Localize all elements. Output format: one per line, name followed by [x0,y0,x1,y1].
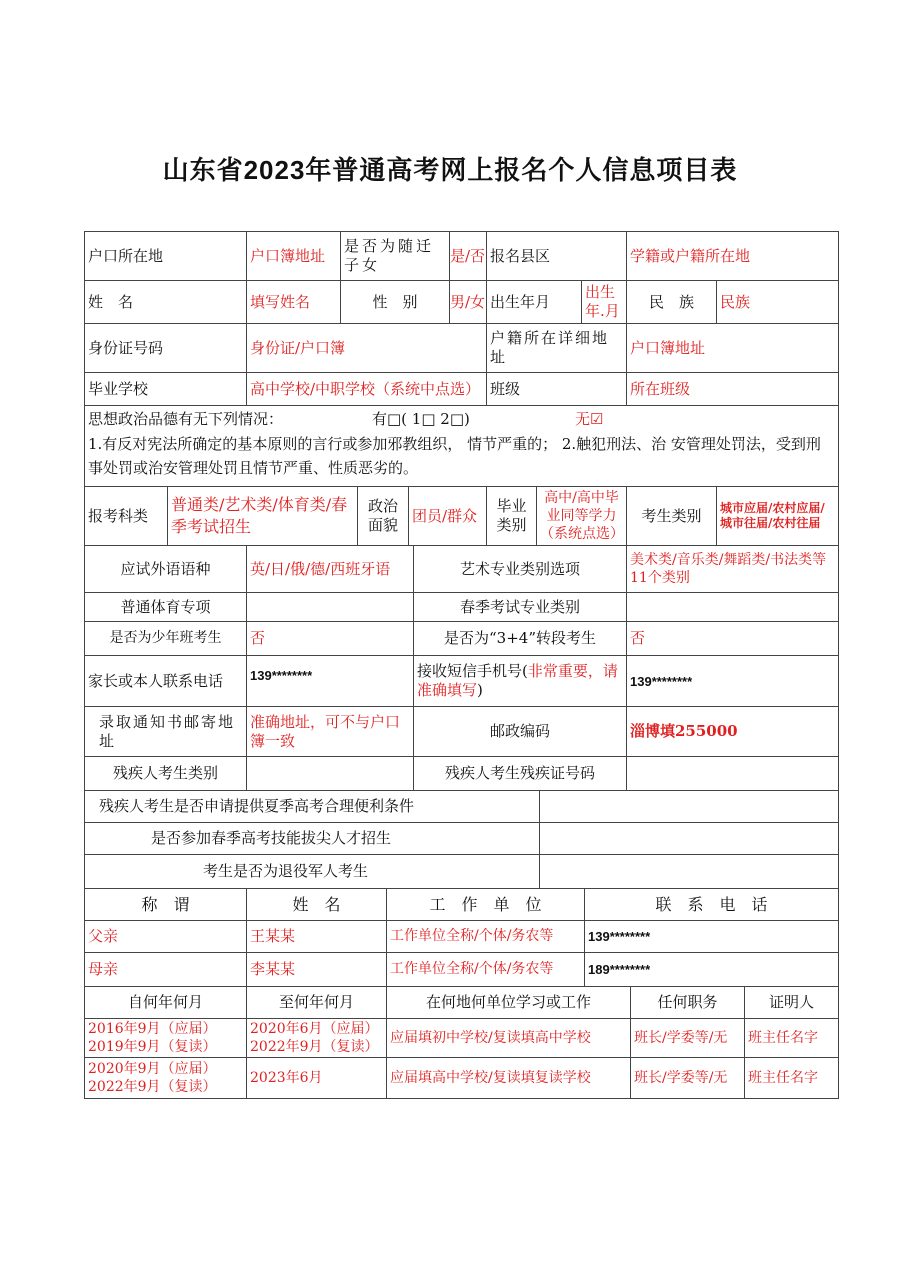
junior-label: 是否为少年班考生 [84,621,247,656]
gender-field[interactable]: 男/女 [449,280,487,324]
family-header-name: 姓 名 [246,888,387,921]
history-row-1-position[interactable]: 班长/学委等/无 [630,1018,745,1058]
history-header-from: 自何年何月 [84,986,247,1019]
phone-label: 家长或本人联系电话 [84,655,247,707]
family-row-2-work[interactable]: 工作单位全称/个体/务农等 [386,952,585,987]
subject-label: 报考科类 [84,486,168,546]
address-label: 户籍所在详细地址 [486,323,627,373]
pe-label: 普通体育专项 [84,592,247,622]
spring-field[interactable] [626,592,839,622]
history-header-to: 至何年何月 [246,986,387,1019]
history-row-1-witness[interactable]: 班主任名字 [744,1018,839,1058]
three-four-field[interactable]: 否 [626,621,839,656]
candidate-label: 考生类别 [626,486,717,546]
birth-label: 出生年月 [486,280,582,324]
family-header-relation: 称 谓 [84,888,247,921]
sms-field[interactable]: 139******** [626,655,839,707]
class-label: 班级 [486,372,627,406]
conduct-description: 1.有反对宪法所确定的基本原则的言行或参加邪教组织， 情节严重的； 2.触犯刑法、治 安管理处罚法，受到刑事处罚或治安管理处罚且情节严重、性质恶劣的。 [88,435,821,477]
ethnic-field[interactable]: 民族 [716,280,839,324]
candidate-field[interactable]: 城市应届/农村应届/城市往届/农村往届 [716,486,839,546]
history-header-witness: 证明人 [744,986,839,1019]
family-row-2-name[interactable]: 李某某 [246,952,387,987]
birth-field[interactable]: 出生年.月 [581,280,627,324]
county-label: 报名县区 [486,231,627,281]
lang-label: 应试外语语种 [84,545,247,593]
junior-field[interactable]: 否 [246,621,414,656]
county-field[interactable]: 学籍或户籍所在地 [626,231,839,281]
history-row-2-to[interactable]: 2023年6月 [246,1057,387,1099]
conduct-option-no[interactable]: 无☑ [575,410,604,428]
mail-field[interactable]: 准确地址，可不与户口簿一致 [246,706,414,757]
accommodation-field[interactable] [539,790,839,823]
family-header-work: 工 作 单 位 [386,888,585,921]
veteran-label: 考生是否为退役军人考生 [84,854,540,889]
title-post: 年普通高考网上报名个人信息项目表 [305,156,738,186]
sms-label-close: ) [477,681,483,699]
talent-label: 是否参加春季高考技能拔尖人才招生 [84,822,540,855]
talent-field[interactable] [539,822,839,855]
disabled-cert-field[interactable] [626,756,839,791]
subject-field[interactable]: 普通类/艺术类/体育类/春季考试招生 [167,486,358,546]
accommodation-label: 残疾人考生是否申请提供夏季高考合理便利条件 [84,790,540,823]
mail-label: 录取通知书邮寄地址 [84,706,247,757]
grad-label: 毕业类别 [486,486,537,546]
sms-label-note: 非常重要，请准确填写 [417,662,618,699]
history-row-2-witness[interactable]: 班主任名字 [744,1057,839,1099]
family-header-phone: 联 系 电 话 [584,888,839,921]
art-field[interactable]: 美术类/音乐类/舞蹈类/书法类等11个类别 [626,545,839,593]
history-row-2-position[interactable]: 班长/学委等/无 [630,1057,745,1099]
ethnic-label: 民 族 [626,280,717,324]
sms-label-text: 接收短信手机号( [417,662,528,680]
migrant-label: 是否为随迁子女 [340,231,450,281]
class-field[interactable]: 所在班级 [626,372,839,406]
conduct-question: 思想政治品德有无下列情况： [88,410,284,428]
disabled-type-field[interactable] [246,756,414,791]
form-title [0,150,900,187]
name-field[interactable]: 填写姓名 [246,280,341,324]
history-header-position: 任何职务 [630,986,745,1019]
id-label: 身份证号码 [84,323,247,373]
id-field[interactable]: 身份证/户口簿 [246,323,487,373]
title-year: 2023 [243,155,306,185]
political-label: 政治面貌 [357,486,409,546]
postcode-field[interactable]: 淄博填255000 [626,706,839,757]
veteran-field[interactable] [539,854,839,889]
art-label: 艺术专业类别选项 [413,545,627,593]
family-row-1-relation[interactable]: 父亲 [84,920,247,953]
name-label: 姓 名 [84,280,247,324]
lang-field[interactable]: 英/日/俄/德/西班牙语 [246,545,414,593]
disabled-cert-label: 残疾人考生残疾证号码 [413,756,627,791]
family-row-1-name[interactable]: 王某某 [246,920,387,953]
three-four-label: 是否为“3+4”转段考生 [413,621,627,656]
family-row-1-phone[interactable]: 139******** [584,920,839,953]
school-field[interactable]: 高中学校/中职学校（系统中点选） [246,372,487,406]
spring-label: 春季考试专业类别 [413,592,627,622]
school-label: 毕业学校 [84,372,247,406]
family-row-2-phone[interactable]: 189******** [584,952,839,987]
postcode-label: 邮政编码 [413,706,627,757]
title-pre: 山东省 [162,156,244,186]
political-field[interactable]: 团员/群众 [408,486,487,546]
phone-field[interactable]: 139******** [246,655,414,707]
conduct-option-yes[interactable]: 有□( 1□ 2□) [372,410,470,428]
history-row-2-place[interactable]: 应届填高中学校/复读填复读学校 [386,1057,631,1099]
gender-label: 性 别 [340,280,450,324]
family-row-1-work[interactable]: 工作单位全称/个体/务农等 [386,920,585,953]
family-row-2-relation[interactable]: 母亲 [84,952,247,987]
hukou-label: 户口所在地 [84,231,247,281]
conduct-section [84,405,839,487]
history-header-place: 在何地何单位学习或工作 [386,986,631,1019]
history-row-1-place[interactable]: 应届填初中学校/复读填高中学校 [386,1018,631,1058]
history-row-2-from[interactable]: 2020年9月（应届） 2022年9月（复读） [84,1057,247,1099]
history-row-1-to[interactable]: 2020年6月（应届） 2022年9月（复读） [246,1018,387,1058]
grad-field[interactable]: 高中/高中毕业同等学力（系统点选） [536,486,627,546]
migrant-field[interactable]: 是/否 [449,231,487,281]
pe-field[interactable] [246,592,414,622]
history-row-1-from[interactable]: 2016年9月（应届） 2019年9月（复读） [84,1018,247,1058]
sms-label [413,655,627,707]
disabled-type-label: 残疾人考生类别 [84,756,247,791]
address-field[interactable]: 户口簿地址 [626,323,839,373]
hukou-field[interactable]: 户口簿地址 [246,231,341,281]
